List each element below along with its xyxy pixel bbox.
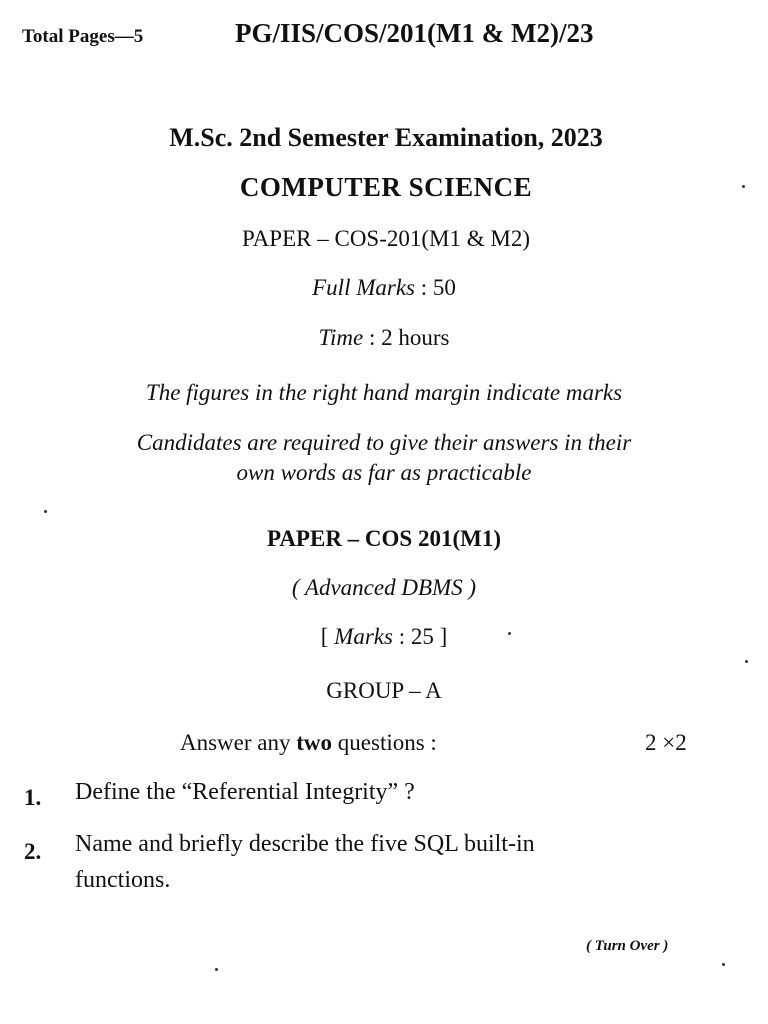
scan-speck [745,660,748,663]
turn-over-note: ( Turn Over ) [586,938,669,954]
group-heading: GROUP – A [326,678,442,703]
question-text-continued: functions. [75,867,171,893]
paper-title: PAPER – COS-201(M1 & M2) [242,226,530,251]
section-marks [0,624,768,650]
section-marks-value: : 25 ] [398,624,448,649]
time-value: : 2 hours [368,325,450,350]
section-marks-label: Marks [334,624,393,649]
total-pages-label: Total Pages—5 [22,26,144,47]
instruction-own-words-line1: Candidates are required to give their answers in their [136,430,632,455]
exam-title: M.Sc. 2nd Semester Examination, 2023 [169,123,603,152]
time-label: Time [318,325,364,350]
section-marks-open: [ [320,624,329,649]
scan-speck [508,632,511,635]
question-number: 1. [24,785,42,810]
full-marks [0,275,768,301]
answer-instruction [180,730,437,756]
section-subject: ( Advanced DBMS ) [291,575,477,600]
answer-instruction-suffix: questions : [332,730,437,755]
scan-speck [44,510,47,513]
scan-speck [215,968,218,971]
answer-instruction-prefix: Answer any [180,730,297,755]
question-text: Define the “Referential Integrity” ? [75,779,415,805]
answer-instruction-count: two [296,730,333,755]
scan-speck [722,963,725,966]
subject-title: COMPUTER SCIENCE [239,172,533,202]
answer-marks: 2 ×2 [645,730,687,755]
full-marks-value: : 50 [420,275,456,300]
section-paper-title: PAPER – COS 201(M1) [266,526,502,551]
question-text: Name and briefly describe the five SQL built-in [75,831,535,857]
instruction-marks: The figures in the right hand margin indicate marks [145,380,623,405]
paper-code: PG/IIS/COS/201(M1 & M2)/23 [235,18,594,48]
instruction-own-words-line2: own words as far as practicable [236,460,532,485]
scan-speck [742,185,745,188]
question-number: 2. [24,839,42,864]
full-marks-label: Full Marks [312,275,415,300]
time-allowed [0,325,768,351]
